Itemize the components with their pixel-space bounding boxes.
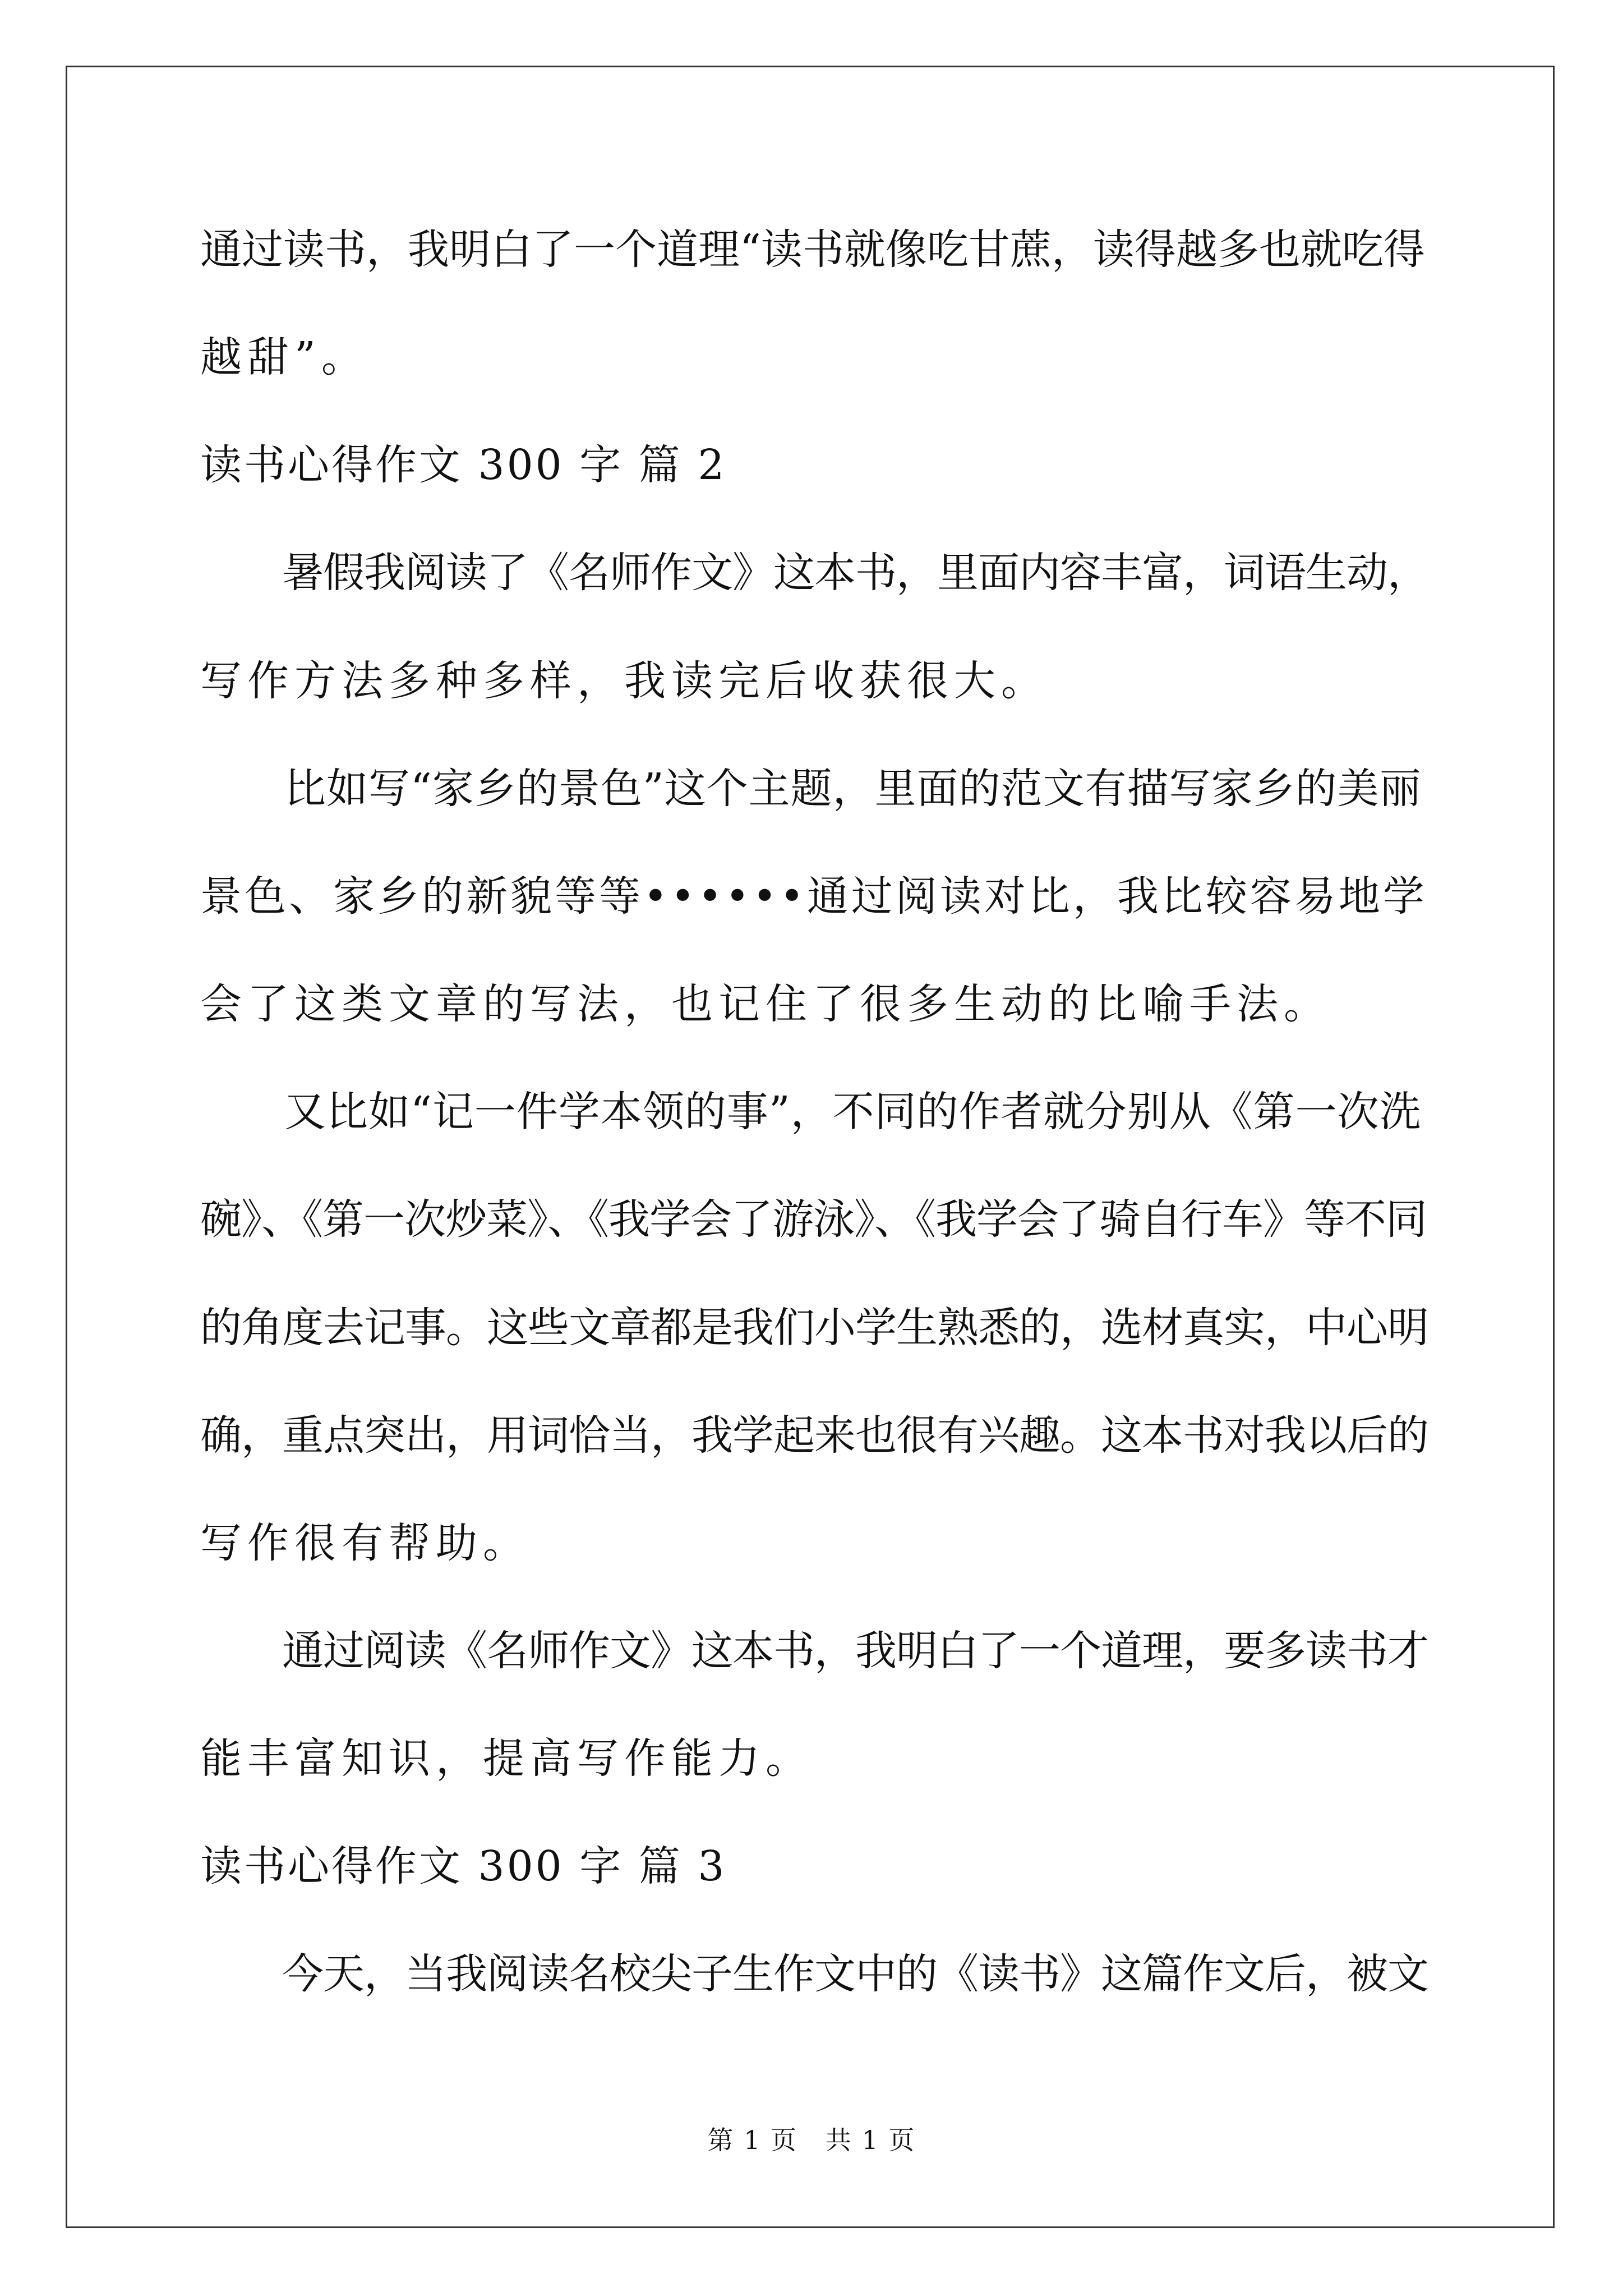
page-footer: 第 1 页 共 1 页: [707, 2125, 916, 2155]
body-line-3: 暑假我阅读了《名师作文》这本书，里面内容丰富，词语生动，: [200, 549, 1428, 597]
body-line-13: 通过阅读《名师作文》这本书，我明白了一个道理，要多读书才: [200, 1627, 1428, 1675]
body-line-5: 比如写“家乡的景色”这个主题，里面的范文有描写家乡的美丽: [200, 765, 1422, 813]
body-line-14: 能丰富知识，提高写作能力。: [200, 1734, 813, 1783]
body-line-2: 越甜”。: [200, 333, 368, 381]
body-line-4: 写作方法多种多样，我读完后收获很大。: [200, 657, 1048, 705]
body-line-11: 确，重点突出，用词恰当，我学起来也很有兴趣。这本书对我以后的: [200, 1411, 1428, 1460]
body-line-6: 景色、家乡的新貌等等••••••通过阅读对比，我比较容易地学: [200, 872, 1427, 921]
page-border: [66, 66, 1555, 2228]
body-line-15: 今天，当我阅读名校尖子生作文中的《读书》这篇作文后，被文: [200, 1950, 1428, 1998]
body-line-7: 会了这类文章的写法，也记住了很多生动的比喻手法。: [200, 980, 1331, 1028]
body-line-10: 的角度去记事。这些文章都是我们小学生熟悉的，选材真实，中心明: [200, 1304, 1428, 1352]
body-line-8: 又比如“记一件学本领的事”，不同的作者就分别从《第一次洗: [200, 1088, 1422, 1136]
section-heading-3: 读书心得作文 300 字 篇 3: [200, 1842, 727, 1890]
body-line-12: 写作很有帮助。: [200, 1519, 530, 1567]
section-heading-2: 读书心得作文 300 字 篇 2: [200, 441, 727, 489]
body-line-1: 通过读书，我明白了一个道理“读书就像吃甘蔗，读得越多也就吃得: [200, 226, 1425, 274]
body-line-9: 碗》、《第一次炒菜》、《我学会了游泳》、《我学会了骑自行车》等不同: [200, 1195, 1427, 1244]
